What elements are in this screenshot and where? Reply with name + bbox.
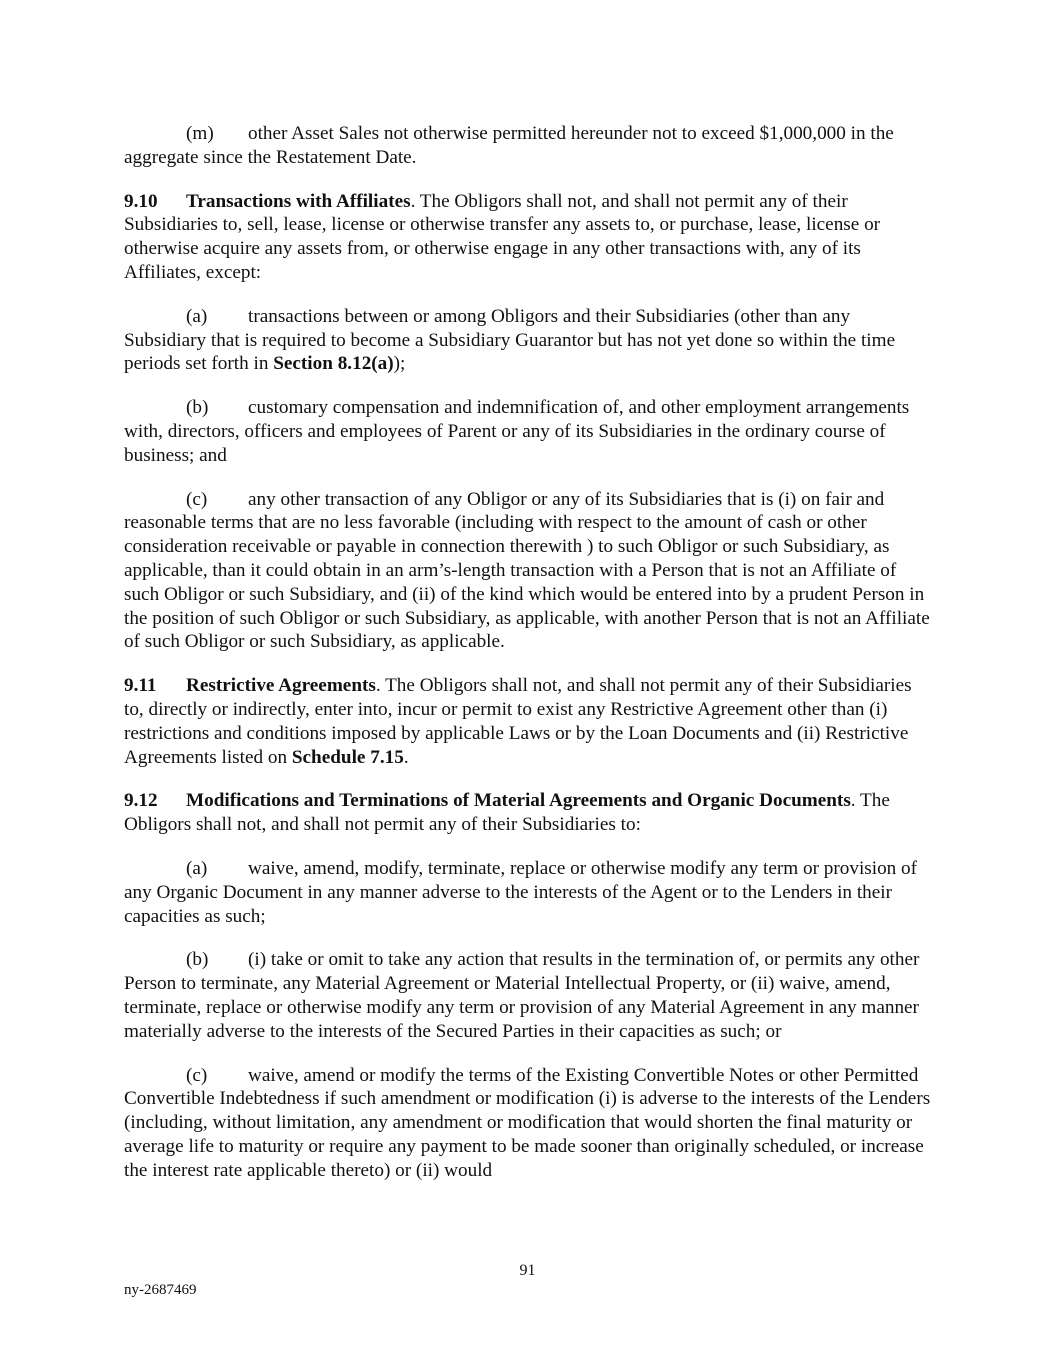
section-9-12-item-b — [124, 948, 934, 1043]
section-9-11-text: . The Obligors shall not, and shall not permit any of their Subsidiaries to, directly or indirectly, enter into, incur or permit to exist any Restrictive Agreement other than (i) restrictions and conditions imposed by applicable Laws or by the Loan Documents and (ii) Restrictive Agreements listed on — [124, 675, 912, 768]
section-9-10-item-b — [124, 396, 934, 467]
section-9-12-item-a-text: waive, amend, modify, terminate, replace or otherwise modify any term or provision of any Organic Document in any manner adverse to the interests of the Agent or to the Lenders in their capacities as such; — [124, 857, 918, 927]
section-9-10-item-a — [124, 305, 934, 376]
section-9-12 — [124, 789, 934, 837]
section-9-12-item-a — [124, 857, 934, 928]
section-9-12-item-c-label: (c) — [186, 1064, 208, 1086]
item-m — [124, 122, 934, 170]
page-number: 91 — [519, 1262, 536, 1279]
section-9-11-ref: Schedule 7.15 — [291, 746, 404, 768]
section-9-11 — [124, 674, 934, 769]
section-9-10-item-a-end: ); — [393, 353, 406, 375]
section-9-12-item-b-label: (b) — [186, 949, 209, 971]
section-9-10-item-c-text: any other transaction of any Obligor or any of its Subsidiaries that is (i) on fair and reasonable terms that are no less favorable (including with respect to the amount of cash or other consideration receivable or payable in connection therewith ) to such Obligor or such Subsidiary, as applicable, than it could obtain in an arm’s-length transaction with a Person that is not an Affiliate of such Obligor or such Subsidiary, and (ii) of the kind which would be entered into by a prudent Person in the position of such Obligor or such Subsidiary, as applicable, with another Person that is not an Affiliate of such Obligor or such Subsidiary, as applicable. — [124, 488, 930, 653]
section-9-10-title: Transactions with Affiliates — [186, 190, 411, 212]
section-9-12-number: 9.12 — [124, 790, 158, 812]
section-9-10 — [124, 190, 934, 285]
section-9-12-item-b-text: (i) take or omit to take any action that results in the termination of, or permits any other Person to terminate, any Material Agreement or Material Intellectual Property, or (ii) waive, amend, terminate, replace or otherwise modify any term or provision of any Material Agreement in any manner materially adverse to the interests of the Secured Parties in their capacities as such; or — [124, 949, 920, 1042]
document-id: ny-2687469 — [124, 1282, 197, 1298]
section-9-11-end: . — [403, 746, 409, 768]
section-9-10-item-a-ref: Section 8.12(a) — [273, 353, 394, 375]
section-9-10-item-b-text: customary compensation and indemnification of, and other employment arrangements with, directors, officers and employees of Parent or any of its Subsidiaries in the ordinary course of business; and — [124, 397, 910, 466]
section-9-12-item-c-text: waive, amend or modify the terms of the Existing Convertible Notes or other Permitted Convertible Indebtedness if such amendment or modification (i) is adverse to the interests of the Lenders (including, without limitation, any amendment or modification that would shorten the final maturity or average life to maturity or require any payment to be made sooner than originally scheduled, or increase the interest rate applicable thereto) or (ii) would — [124, 1064, 931, 1181]
section-9-12-title: Modifications and Terminations of Material Agreements and Organic Documents — [186, 790, 851, 812]
section-9-10-item-b-label: (b) — [186, 397, 209, 419]
section-9-12-item-c — [124, 1064, 934, 1183]
section-9-10-number: 9.10 — [124, 190, 158, 212]
section-9-10-item-a-label: (a) — [186, 305, 208, 327]
section-9-10-item-c — [124, 488, 934, 655]
section-9-10-item-a-text: transactions between or among Obligors and their Subsidiaries (other than any Subsidiary that is required to become a Subsidiary Guarantor but has not yet done so within the time periods set forth in — [124, 305, 896, 375]
section-9-12-item-a-label: (a) — [186, 857, 208, 879]
section-9-10-intro: . The Obligors shall not, and shall not permit any of their Subsidiaries to, sell, lease, license or otherwise transfer any assets to, or purchase, lease, license or otherwise acquire any assets from, or otherwise engage in any other transactions with, any of its Affiliates, except: — [124, 190, 881, 283]
section-9-12-intro: . The Obligors shall not, and shall not permit any of their Subsidiaries to: — [124, 790, 890, 836]
document-page — [124, 122, 934, 1202]
section-9-11-number: 9.11 — [124, 675, 157, 697]
item-m-text: other Asset Sales not otherwise permitted hereunder not to exceed $1,000,000 in the aggregate since the Restatement Date. — [124, 123, 894, 168]
section-9-11-title: Restrictive Agreements — [186, 675, 376, 697]
section-9-10-item-c-label: (c) — [186, 488, 208, 510]
item-m-label: (m) — [186, 123, 214, 144]
